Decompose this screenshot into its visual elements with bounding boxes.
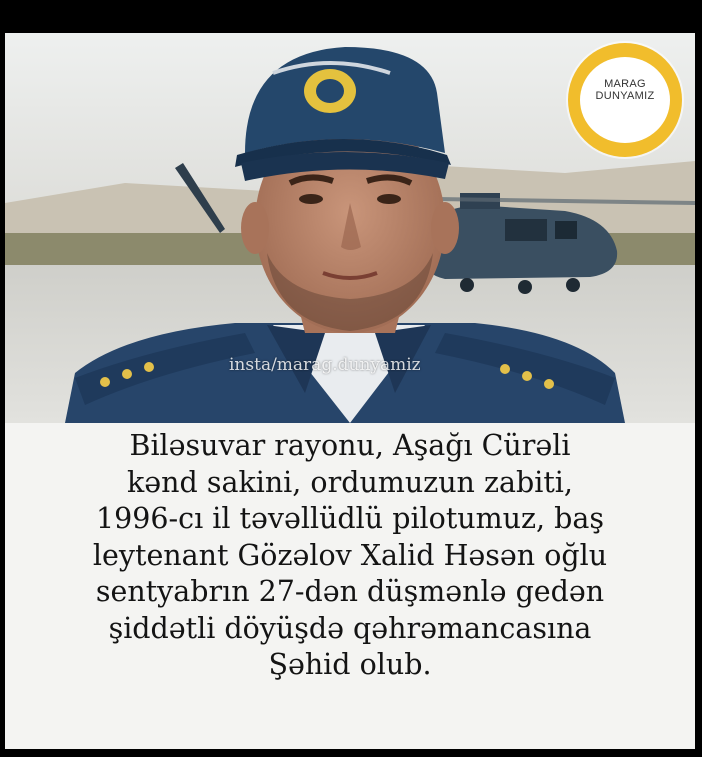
logo-text xyxy=(568,78,682,102)
marag-dunyamiz-logo xyxy=(568,43,682,157)
logo-line-1: MARAG xyxy=(604,78,646,90)
logo-line-2: DUNYAMIZ xyxy=(595,90,655,102)
officer-photo xyxy=(5,33,695,423)
post-card xyxy=(5,33,695,749)
instagram-watermark: insta/marag.dunyamiz xyxy=(229,355,421,375)
caption-line: Şəhid olub. xyxy=(268,648,432,681)
caption-line: kənd sakini, ordumuzun zabiti, xyxy=(127,465,573,499)
caption-text xyxy=(5,428,695,684)
caption-line: 1996-cı il təvəllüdlü pilotumuz, baş xyxy=(95,502,605,535)
caption-line: sentyabrın 27-dən düşmənlə gedən xyxy=(95,575,605,608)
caption-line: leytenant Gözəlov Xalid Həsən oğlu xyxy=(92,538,608,572)
caption-line: Biləsuvar rayonu, Aşağı Cürəli xyxy=(129,429,571,462)
caption-line: şiddətli döyüşdə qəhrəmancasına xyxy=(108,611,592,645)
